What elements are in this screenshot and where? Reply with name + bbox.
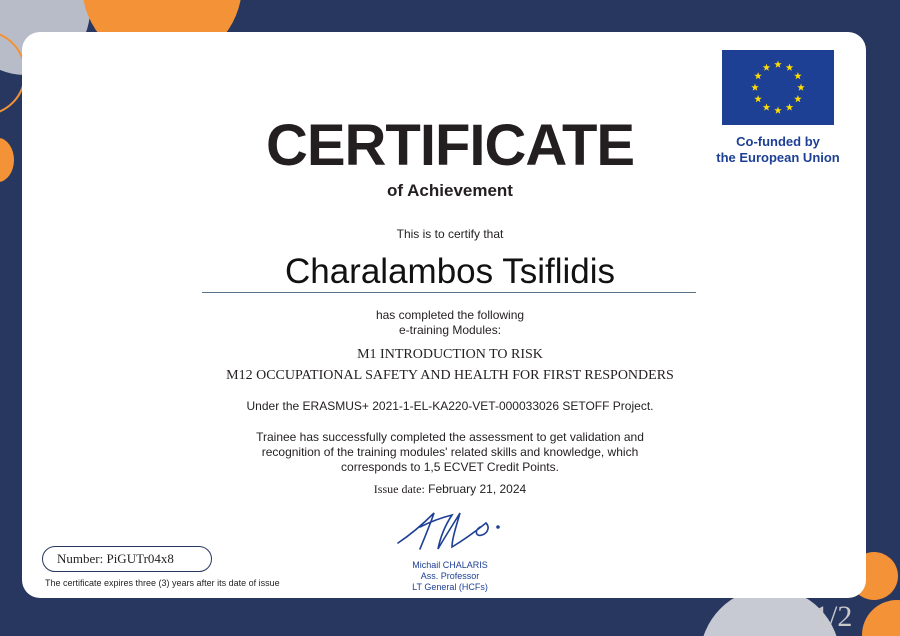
certificate-title: CERTIFICATE xyxy=(265,113,635,178)
issue-date-value: February 21, 2024 xyxy=(428,482,527,496)
eu-star-icon xyxy=(786,103,794,110)
eu-star-icon xyxy=(754,95,762,102)
eu-star-icon xyxy=(754,72,762,79)
module-1: M1 INTRODUCTION TO RISK xyxy=(357,347,543,362)
certificate-subtitle: of Achievement xyxy=(387,181,513,200)
certificate-number-box xyxy=(42,546,212,572)
completed-line-2: e-training Modules: xyxy=(398,323,502,337)
eu-star-icon xyxy=(774,107,782,114)
name-underline xyxy=(202,292,696,293)
eu-star-icon xyxy=(786,64,794,71)
number-label: Number: xyxy=(57,551,104,566)
issue-date-row xyxy=(0,482,900,497)
eu-star-icon xyxy=(763,103,771,110)
signatory-block xyxy=(370,560,530,593)
recipient-name: Charalambos Tsiflidis xyxy=(284,252,616,291)
assessment-line-2: recognition of the training modules' related skills and knowledge, which xyxy=(261,445,639,459)
eu-star-icon xyxy=(774,61,782,68)
eu-line-2: the European Union xyxy=(716,150,840,165)
number-value: PiGUTr04x8 xyxy=(106,551,174,566)
signatory-rank: LT General (HCFs) xyxy=(412,582,488,592)
assessment-line-3: corresponds to 1,5 ECVET Credit Points. xyxy=(341,460,559,474)
expiry-text: The certificate expires three (3) years after its date of issue xyxy=(45,578,280,588)
decor-circle-orange-corner xyxy=(862,600,900,636)
eu-flag-icon xyxy=(722,50,834,125)
eu-star-icon xyxy=(751,84,759,91)
signatory-position: Ass. Professor xyxy=(420,571,480,581)
module-2: M12 OCCUPATIONAL SAFETY AND HEALTH FOR FIRST RESPONDERS xyxy=(226,368,674,383)
eu-star-icon xyxy=(794,72,802,79)
issue-date-label: Issue date: xyxy=(373,482,425,496)
eu-line-1: Co-funded by xyxy=(736,134,820,149)
signature-icon xyxy=(390,505,510,555)
certify-text: This is to certify that xyxy=(396,227,504,241)
completed-line-1: has completed the following xyxy=(375,308,525,322)
eu-star-icon xyxy=(794,95,802,102)
assessment-text xyxy=(0,430,900,475)
page-indicator: 1/2 xyxy=(814,600,853,633)
assessment-line-1: Trainee has successfully completed the assessment to get validation and xyxy=(256,430,644,444)
eu-star-icon xyxy=(763,64,771,71)
eu-star-icon xyxy=(797,84,805,91)
signatory-name: Michail CHALARIS xyxy=(412,560,488,570)
project-text: Under the ERASMUS+ 2021-1-EL-KA220-VET-000033026 SETOFF Project. xyxy=(246,399,654,413)
eu-cofunded-text xyxy=(700,134,856,166)
